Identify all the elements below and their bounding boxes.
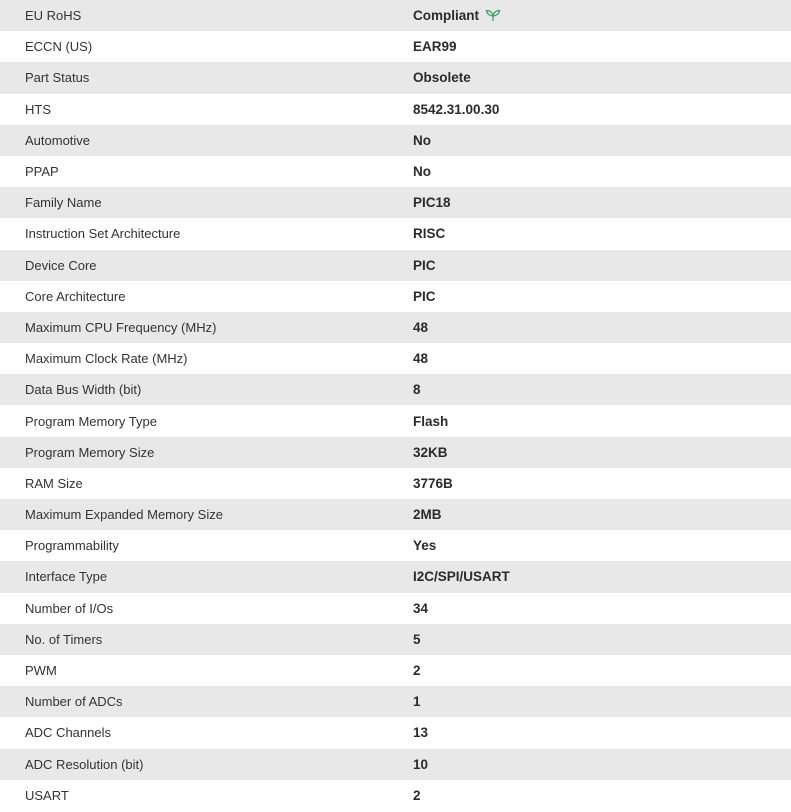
- spec-label: Program Memory Size: [25, 444, 155, 460]
- spec-label: Part Status: [25, 70, 90, 86]
- spec-label: Programmability: [25, 538, 119, 554]
- spec-value: 8542.31.00.30: [413, 101, 500, 117]
- spec-value: 1: [413, 694, 421, 710]
- spec-label: Family Name: [25, 195, 102, 211]
- spec-value: No: [413, 132, 431, 148]
- spec-row: [0, 717, 791, 748]
- spec-row: [0, 312, 791, 343]
- spec-label: PWM: [25, 663, 57, 679]
- spec-value-cell: [413, 780, 791, 811]
- spec-value: RISC: [413, 226, 446, 242]
- spec-value-cell: [413, 343, 791, 374]
- spec-label: Automotive: [25, 132, 91, 148]
- spec-value-cell: [413, 31, 791, 62]
- spec-value: 10: [413, 756, 429, 772]
- spec-label: Program Memory Type: [25, 413, 157, 429]
- spec-value: Obsolete: [413, 70, 471, 86]
- spec-value-cell: [413, 624, 791, 655]
- spec-value-cell: [413, 530, 791, 561]
- spec-value: 2: [413, 663, 421, 679]
- spec-label: Maximum CPU Frequency (MHz): [25, 319, 217, 335]
- spec-value-cell: [413, 374, 791, 405]
- spec-value: Compliant: [413, 8, 479, 24]
- spec-value-cell: [413, 156, 791, 187]
- spec-row: [0, 218, 791, 249]
- spec-row: [0, 561, 791, 592]
- spec-value: 48: [413, 319, 429, 335]
- spec-row: [0, 62, 791, 93]
- spec-label: ADC Channels: [25, 725, 111, 741]
- spec-label: HTS: [25, 101, 51, 117]
- spec-row: [0, 374, 791, 405]
- spec-row: [0, 780, 791, 811]
- spec-value-cell: [413, 0, 791, 31]
- spec-value: 13: [413, 725, 429, 741]
- spec-value-cell: [413, 437, 791, 468]
- spec-label: Core Architecture: [25, 288, 126, 304]
- spec-value-cell: [413, 405, 791, 436]
- spec-label: Maximum Expanded Memory Size: [25, 507, 223, 523]
- spec-row: [0, 250, 791, 281]
- spec-value: 48: [413, 351, 429, 367]
- spec-value: PIC18: [413, 195, 451, 211]
- spec-value-cell: [413, 749, 791, 780]
- spec-value: Yes: [413, 538, 437, 554]
- spec-value: EAR99: [413, 39, 457, 55]
- spec-value-cell: [413, 593, 791, 624]
- spec-value-cell: [413, 561, 791, 592]
- spec-value-cell: [413, 187, 791, 218]
- spec-row: [0, 281, 791, 312]
- spec-row: [0, 593, 791, 624]
- spec-value: 3776B: [413, 475, 453, 491]
- spec-value-cell: [413, 468, 791, 499]
- spec-label: USART: [25, 787, 69, 803]
- spec-row: [0, 343, 791, 374]
- spec-label: Maximum Clock Rate (MHz): [25, 351, 188, 367]
- spec-row: [0, 686, 791, 717]
- spec-label: Number of ADCs: [25, 694, 123, 710]
- spec-label: RAM Size: [25, 475, 83, 491]
- spec-value: I2C/SPI/USART: [413, 569, 510, 585]
- spec-value-cell: [413, 499, 791, 530]
- spec-label: Interface Type: [25, 569, 108, 585]
- spec-label: ECCN (US): [25, 39, 93, 55]
- spec-row: [0, 468, 791, 499]
- spec-value-cell: [413, 686, 791, 717]
- spec-value-cell: [413, 218, 791, 249]
- spec-row: [0, 655, 791, 686]
- spec-row: [0, 405, 791, 436]
- spec-value: Flash: [413, 413, 449, 429]
- spec-value: PIC: [413, 288, 436, 304]
- spec-label: Data Bus Width (bit): [25, 382, 142, 398]
- spec-value-cell: [413, 312, 791, 343]
- spec-row: [0, 437, 791, 468]
- spec-row: [0, 624, 791, 655]
- spec-value: 2MB: [413, 507, 442, 523]
- spec-label: No. of Timers: [25, 631, 103, 647]
- spec-row: [0, 499, 791, 530]
- spec-value: No: [413, 164, 431, 180]
- spec-row: [0, 187, 791, 218]
- spec-value: 8: [413, 382, 421, 398]
- spec-value-cell: [413, 62, 791, 93]
- spec-row: [0, 0, 791, 31]
- spec-row: [0, 156, 791, 187]
- spec-label: Instruction Set Architecture: [25, 226, 181, 242]
- spec-label: Device Core: [25, 257, 97, 273]
- spec-row: [0, 530, 791, 561]
- spec-label: ADC Resolution (bit): [25, 756, 144, 772]
- spec-value: 2: [413, 787, 421, 803]
- spec-value-cell: [413, 717, 791, 748]
- spec-value: 32KB: [413, 444, 448, 460]
- spec-value: 34: [413, 600, 429, 616]
- spec-label: PPAP: [25, 164, 59, 180]
- spec-label: Number of I/Os: [25, 600, 114, 616]
- spec-value-cell: [413, 281, 791, 312]
- spec-value-cell: [413, 125, 791, 156]
- spec-row: [0, 749, 791, 780]
- spec-row: [0, 31, 791, 62]
- spec-value-cell: [413, 655, 791, 686]
- spec-row: [0, 94, 791, 125]
- spec-row: [0, 125, 791, 156]
- spec-value-cell: [413, 250, 791, 281]
- leaf-icon: [485, 9, 501, 22]
- spec-value: 5: [413, 631, 421, 647]
- spec-value: PIC: [413, 257, 436, 273]
- spec-label: EU RoHS: [25, 8, 82, 24]
- spec-value-cell: [413, 94, 791, 125]
